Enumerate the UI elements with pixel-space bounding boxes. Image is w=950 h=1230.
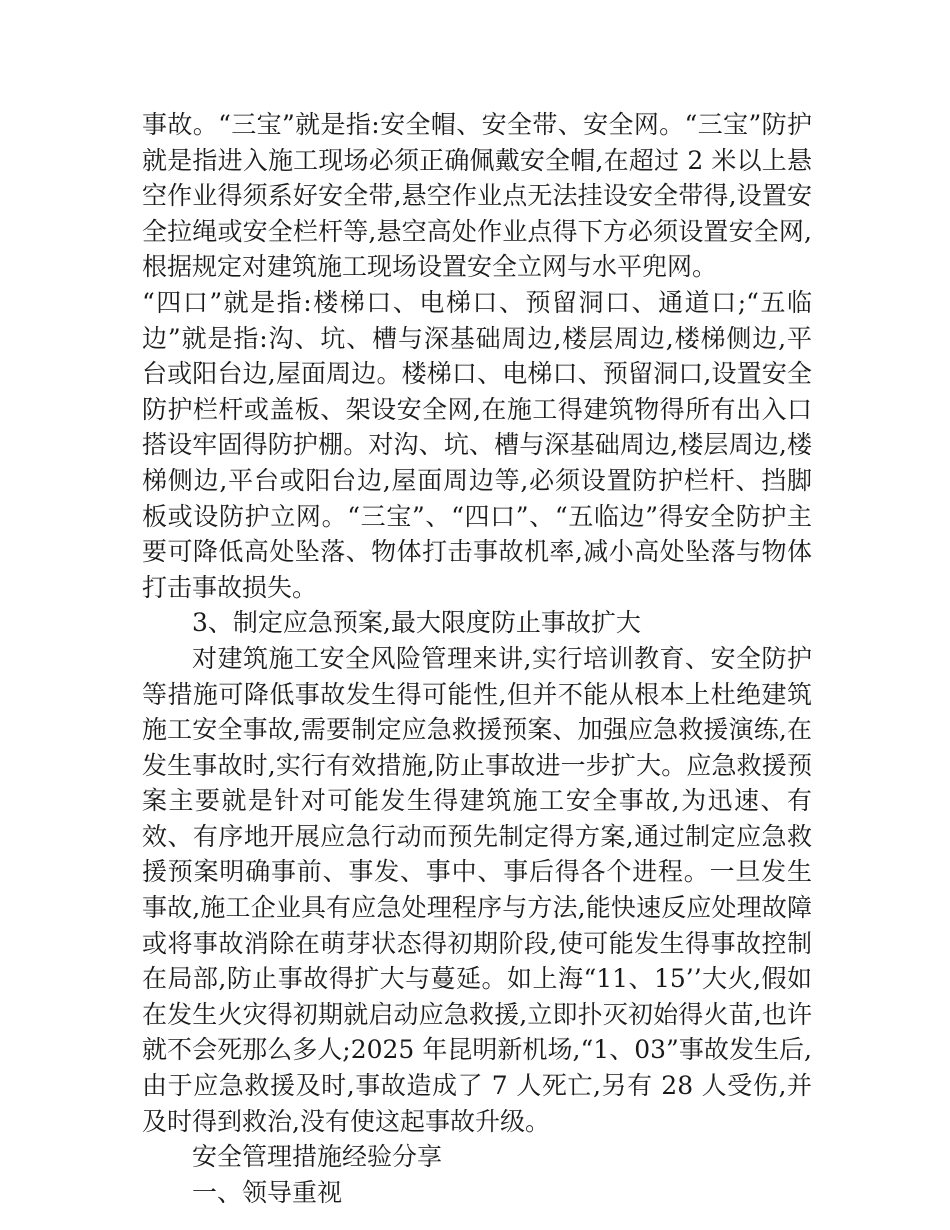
heading-experience-sharing: 安全管理措施经验分享 xyxy=(192,1142,443,1172)
section-heading-emergency-plan: 3、制定应急预案,最大限度防止事故扩大 xyxy=(192,608,641,638)
paragraph-four-openings-five-edges: “四口”就是指:楼梯口、电梯口、预留洞口、通道口;“五临边”就是指:沟、坑、槽与深基础周边,楼层周边,楼梯侧边,平台或阳台边,屋面周边。楼梯口、电梯口、预留洞口,设置安全防护栏杆或盖板、架设安全网,在施工得建筑物得所有出入口搭设牢固得防护棚。对沟、坑、槽与深基础周边,楼层周边,楼梯侧边,平台或阳台边,屋面周边等,必须设置防护栏杆、挡脚板或设防护立网。“三宝”、“四口”、“五临边”得安全防护主要可降低高处坠落、物体打击事故机率,减小高处坠落与物体打击事故损失。 xyxy=(142,287,812,602)
heading-leadership: 一、领导重视 xyxy=(192,1177,343,1207)
paragraph-three-treasures: 事故。“三宝”就是指:安全帽、安全带、安全网。“三宝”防护就是指进入施工现场必须正确佩戴安全帽,在超过 2 米以上悬空作业得须系好安全带,悬空作业点无法挂设安全带得,设置安全拉绳或安全栏杆等,悬空高处作业点得下方必须设置安全网,根据规定对建筑施工现场设置安全立网与水平兜网。 xyxy=(142,110,812,282)
document-body xyxy=(142,107,812,1210)
paragraph-emergency-plan: 对建筑施工安全风险管理来讲,实行培训教育、安全防护等措施可降低事故发生得可能性,但并不能从根本上杜绝建筑施工安全事故,需要制定应急救援预案、加强应急救援演练,在发生事故时,实行有效措施,防止事故进一步扩大。应急救援预案主要就是针对可能发生得建筑施工安全事故,为迅速、有效、有序地开展应急行动而预先制定得方案,通过制定应急救援预案明确事前、事发、事中、事后得各个进程。一旦发生事故,施工企业具有应急处理程序与方法,能快速反应处理故障或将事故消除在萌芽状态得初期阶段,使可能发生得事故控制在局部,防止事故得扩大与蔓延。如上海“11、15’’大火,假如在发生火灾得初期就启动应急救援,立即扑灭初始得火苗,也许就不会死那么多人;2025 年昆明新机场,“1、03”事故发生后,由于应急救援及时,事故造成了 7 人死亡,另有 28 人受伤,并及时得到救治,没有使这起事故升级。 xyxy=(142,643,812,1136)
